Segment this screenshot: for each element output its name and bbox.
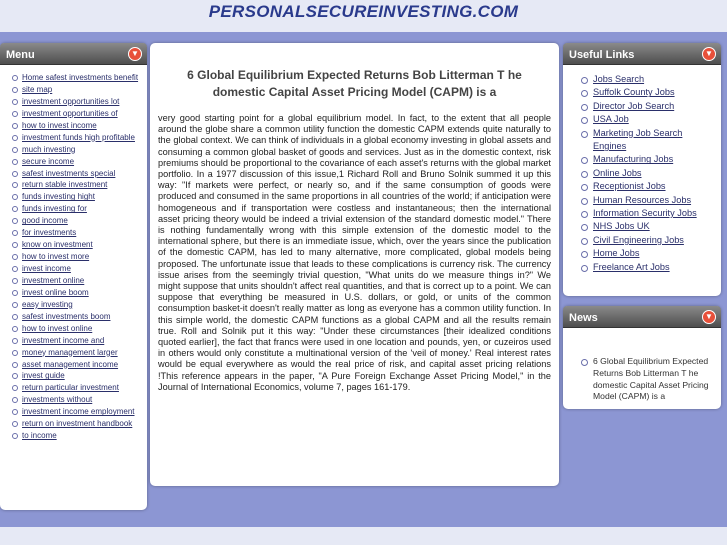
menu-item-label[interactable]: funds investing for: [22, 204, 87, 214]
menu-list: [0, 65, 147, 442]
chevron-down-icon[interactable]: ▼: [128, 47, 142, 61]
menu-item-label[interactable]: how to invest more: [22, 252, 90, 262]
useful-links-title: Useful Links: [569, 49, 635, 61]
menu-header: [0, 43, 147, 65]
useful-link-item[interactable]: [581, 220, 715, 233]
useful-link-item-label[interactable]: Marketing Job Search Engines: [593, 127, 683, 152]
useful-link-item[interactable]: [581, 234, 715, 247]
menu-item-label[interactable]: invest online boom: [22, 287, 89, 297]
menu-item[interactable]: [12, 227, 143, 239]
useful-link-item[interactable]: [581, 167, 715, 180]
menu-item-label[interactable]: return particular investment: [22, 383, 119, 393]
menu-item-label[interactable]: how to invest online: [22, 323, 93, 333]
menu-item[interactable]: [12, 406, 143, 418]
menu-item[interactable]: [12, 168, 143, 180]
menu-item[interactable]: [12, 144, 143, 156]
useful-link-item-label[interactable]: Human Resources Jobs: [593, 194, 692, 205]
menu-item[interactable]: [12, 72, 143, 84]
menu-item[interactable]: [12, 382, 143, 394]
useful-link-item-label[interactable]: NHS Jobs UK: [593, 221, 650, 232]
useful-link-item-label[interactable]: Jobs Search: [593, 74, 645, 84]
news-list: [563, 328, 721, 403]
menu-item-label[interactable]: investment funds high profitable: [22, 132, 135, 142]
useful-link-item[interactable]: [581, 113, 715, 126]
useful-link-item[interactable]: [581, 100, 715, 113]
useful-link-item-label[interactable]: Freelance Art Jobs: [593, 261, 670, 272]
menu-item[interactable]: [12, 430, 143, 442]
news-item: [581, 356, 715, 403]
useful-link-item[interactable]: [581, 261, 715, 274]
news-title: News: [569, 312, 598, 324]
menu-item[interactable]: [12, 179, 143, 191]
menu-item[interactable]: [12, 120, 143, 132]
menu-item-label[interactable]: invest income: [22, 264, 71, 273]
menu-item[interactable]: [12, 335, 143, 347]
menu-item[interactable]: [12, 359, 143, 371]
menu-item[interactable]: [12, 394, 143, 406]
news-item-label: 6 Global Equilibrium Expected Returns Bob Litterman T he domestic Capital Asset Pricing Model (CAPM) is a: [593, 356, 709, 402]
useful-link-item[interactable]: [581, 180, 715, 193]
menu-item[interactable]: [12, 275, 143, 287]
page-footer-band: [0, 527, 727, 545]
article-panel: [150, 43, 559, 486]
menu-title: Menu: [6, 49, 35, 61]
menu-item-label[interactable]: return stable investment: [22, 180, 108, 190]
menu-item-label[interactable]: invest guide: [22, 371, 65, 381]
menu-item-label[interactable]: money management larger: [22, 347, 118, 357]
menu-item-label[interactable]: secure income: [22, 156, 75, 166]
menu-item[interactable]: [12, 96, 143, 108]
menu-item[interactable]: [12, 287, 143, 299]
useful-link-item-label[interactable]: Manufacturing Jobs: [593, 154, 674, 165]
menu-item-label[interactable]: investment online: [22, 275, 85, 285]
menu-item-label[interactable]: return on investment handbook: [22, 419, 133, 429]
menu-item[interactable]: [12, 156, 143, 168]
menu-item-label[interactable]: investment income employment: [22, 407, 135, 417]
menu-item[interactable]: [12, 239, 143, 251]
menu-item[interactable]: [12, 323, 143, 335]
useful-link-item[interactable]: [581, 247, 715, 260]
useful-link-item[interactable]: [581, 207, 715, 220]
menu-item[interactable]: [12, 299, 143, 311]
menu-item-label[interactable]: investment opportunities lot: [22, 96, 120, 106]
useful-links-header: [563, 43, 721, 65]
menu-item-label[interactable]: safest investments special: [22, 168, 116, 178]
article-title: 6 Global Equilibrium Expected Returns Bob Litterman T he domestic Capital Asset Pricing Model (CAPM) is a: [187, 68, 522, 99]
menu-item-label[interactable]: safest investments boom: [22, 311, 111, 321]
news-panel: [563, 306, 721, 409]
useful-link-item[interactable]: [581, 127, 715, 154]
useful-link-item-label[interactable]: Director Job Search: [593, 100, 675, 111]
menu-panel: [0, 43, 147, 510]
menu-item-label[interactable]: asset management income: [22, 359, 119, 369]
menu-item[interactable]: [12, 263, 143, 275]
useful-link-item-label[interactable]: USA Job: [593, 114, 629, 125]
useful-link-item[interactable]: [581, 153, 715, 166]
menu-item-label[interactable]: funds investing hight: [22, 192, 95, 202]
menu-item[interactable]: [12, 418, 143, 430]
menu-item[interactable]: [12, 132, 143, 144]
useful-link-item[interactable]: [581, 73, 715, 86]
chevron-down-icon[interactable]: ▼: [702, 47, 716, 61]
menu-item[interactable]: [12, 84, 143, 96]
useful-links-panel: [563, 43, 721, 296]
news-header: [563, 306, 721, 328]
useful-link-item-label[interactable]: Receptionist Jobs: [593, 181, 666, 192]
menu-item[interactable]: [12, 311, 143, 323]
menu-item-label[interactable]: easy investing: [22, 299, 73, 309]
menu-item-label[interactable]: investment opportunities of: [22, 108, 118, 118]
menu-item-label[interactable]: for investments: [22, 228, 77, 238]
menu-item[interactable]: [12, 347, 143, 359]
useful-link-item-label[interactable]: Online Jobs: [593, 167, 642, 178]
useful-link-item[interactable]: [581, 86, 715, 99]
menu-item[interactable]: [12, 215, 143, 227]
menu-item-label[interactable]: to income: [22, 431, 57, 441]
menu-item-label[interactable]: Home safest investments benefit: [22, 73, 139, 82]
menu-item-label[interactable]: site map: [22, 84, 53, 94]
menu-item[interactable]: [12, 251, 143, 263]
useful-link-item-label[interactable]: Suffolk County Jobs: [593, 87, 675, 98]
useful-link-item[interactable]: [581, 194, 715, 207]
menu-item-label[interactable]: know on investment: [22, 240, 93, 250]
menu-item-label[interactable]: much investing: [22, 144, 76, 154]
menu-item[interactable]: [12, 191, 143, 203]
useful-link-item-label[interactable]: Information Security Jobs: [593, 208, 697, 219]
useful-link-item-label[interactable]: Home Jobs: [593, 248, 640, 259]
menu-item[interactable]: [12, 370, 143, 382]
menu-item[interactable]: [12, 203, 143, 215]
menu-item-label[interactable]: investment income and: [22, 335, 105, 345]
menu-item[interactable]: [12, 108, 143, 120]
menu-item-label[interactable]: how to invest income: [22, 120, 97, 130]
menu-item-label[interactable]: investments without: [22, 395, 93, 405]
chevron-down-icon[interactable]: ▼: [702, 310, 716, 324]
useful-links-list: [563, 65, 721, 274]
site-title[interactable]: PERSONALSECUREINVESTING.COM: [208, 2, 519, 21]
useful-link-item-label[interactable]: Civil Engineering Jobs: [593, 234, 684, 245]
menu-item-label[interactable]: good income: [22, 216, 68, 226]
article-body: very good starting point for a global equilibrium model. In fact, to the extent that all people around the globe share a common utility function the domestic CAPM extends quite naturally to the global context. We can think of individuals in a global economy investing in global assets and consuming a common global basket of goods and services. Just as in the domestic context, risk premiums should be proportional to the covariance of each asset's returns with the global market portfolio. In a 1977 discussion of this issue,1 Richard Roll and Bruno Solnik summed it up this way: "If markets were perfect, or nearly so, and if the same consumption of goods were produced and consumed in the same proportions in all countries of the world; if anticipation were homogeneous and if transportation were costless and instantaneous; then the international asset pricing theory would be indeed a trivial extension of the standard domestic model." There is nothing fundamentally wrong with this simple extension of the domestic model to the international sphere, but there is an immediate issue, which, over the years since the publication of the domestic CAPM, has led to many alternative, more complicated, global models being proposed. The unfortunate issue that leads to these complications is currency risk. The currency issue arises from the seemingly trivial question, "What units do we measure things in?" We might suppose that units shouldn't affect real quantities, and that is correct up to a point. We can suppose that everything be measured in U.S. dollars, or gold, or units of the common consumption basket-it doesn't really matter as long as everyone has a common utility function. In this simple world, the domestic CAPM functions as a global CAPM and all the results remain true. Roll and Solnik put it this way: "Under these circumstances [their idealized conditions quoted earlier], the fact that francs were used in one location and pounds, yen, or cuzeiros used in others would only constitute a multinational version of the 'veil of money.' Real interest rates would be equal everywhere as would the real price of risk, and capital asset pricing relations !This reference appears in the paper, "A Pure Foreign Exchange Asset Pricing Model," in the Journal of International Economics, volume 7, pages 161-179.: [158, 113, 551, 392]
